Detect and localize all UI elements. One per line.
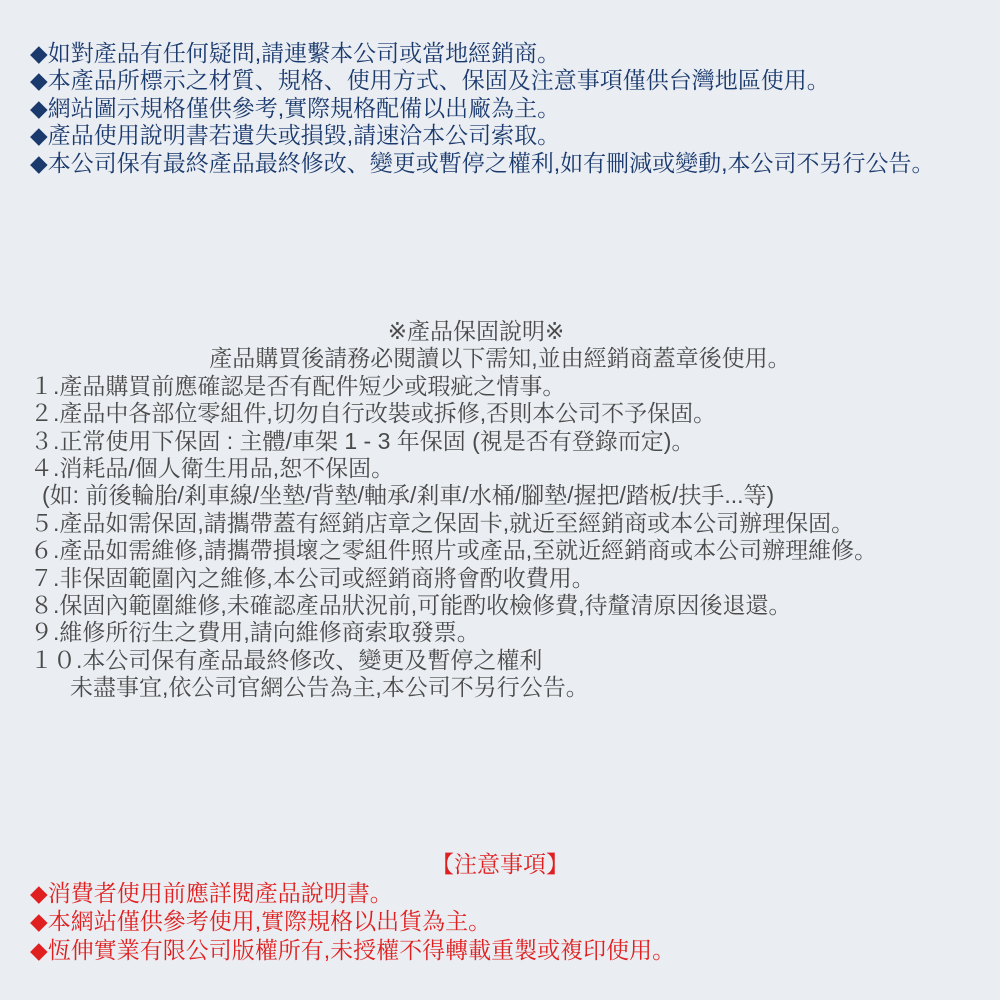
diamond-bullet-icon: ◆ (30, 908, 48, 934)
top-note-line (30, 67, 998, 94)
diamond-bullet-icon: ◆ (30, 149, 48, 176)
notice-title: 【注意事項】 (431, 851, 569, 877)
warranty-item-10: １０.本公司保有產品最終修改、變更及暫停之權利 (30, 646, 543, 673)
warranty-item-2: ２.產品中各部位零組件,切勿自行改裝或拆修,否則本公司不予保固。 (30, 400, 717, 427)
diamond-bullet-icon: ◆ (30, 40, 48, 66)
top-note-text: 網站圖示規格僅供參考,實際規格配備以出廠為主。 (47, 94, 561, 121)
warranty-item-7: ７.非保固範圍內之維修,本公司或經銷商將會酌收費用。 (30, 564, 595, 591)
warranty-item-4: ４.消耗品/個人衛生用品,恕不保固。 (30, 455, 395, 482)
warranty-item-10-continued: 未盡事宜,依公司官網公告為主,本公司不另行公告。 (70, 674, 589, 701)
notice-text: 本網站僅供參考使用,實際規格以出貨為主。 (47, 908, 492, 934)
top-note-line (30, 95, 998, 122)
top-note-line (30, 40, 998, 67)
top-note-line (30, 122, 998, 149)
top-notes-section (30, 40, 998, 177)
warranty-item-3: ３.正常使用下保固 : 主體/車架 1 - 3 年保固 (視是否有登錄而定)。 (30, 427, 695, 454)
top-note-text: 產品使用說明書若遺失或損毀,請速洽本公司索取。 (47, 122, 561, 149)
warranty-title: ※產品保固說明※ (387, 318, 565, 344)
notice-text: 恆伸實業有限公司版權所有,未授權不得轉載重製或複印使用。 (47, 936, 676, 963)
diamond-bullet-icon: ◆ (30, 67, 48, 94)
diamond-bullet-icon: ◆ (30, 936, 48, 963)
warranty-item-1: １.產品購買前應確認是否有配件短少或瑕疵之情事。 (30, 372, 566, 399)
notice-line (0, 936, 1000, 965)
diamond-bullet-icon: ◆ (30, 94, 48, 121)
top-note-text: 本產品所標示之材質、規格、使用方式、保固及注意事項僅供台灣地區使用。 (47, 67, 830, 94)
notice-line (0, 879, 1000, 908)
warranty-item-6: ６.產品如需維修,請攜帶損壞之零組件照片或產品,至就近經銷商或本公司辦理維修。 (30, 537, 878, 564)
top-note-text: 如對產品有任何疑問,請連繫本公司或當地經銷商。 (47, 40, 561, 66)
warranty-item-9: ９.維修所衍生之費用,請向維修商索取發票。 (30, 619, 480, 646)
warranty-item-4-note: (如: 前後輪胎/剎車線/坐墊/背墊/軸承/剎車/水桶/腳墊/握把/踏板/扶手...等) (42, 482, 775, 509)
top-note-line (30, 150, 998, 177)
diamond-bullet-icon: ◆ (30, 879, 48, 906)
warranty-intro: 產品購買後請務必閱讀以下需知,並由經銷商蓋章後使用。 (209, 345, 791, 372)
notice-section (0, 850, 1000, 964)
diamond-bullet-icon: ◆ (30, 122, 48, 149)
top-note-text: 本公司保有最終產品最終修改、變更或暫停之權利,如有刪減或變動,本公司不另行公告。 (47, 149, 935, 176)
notice-line (0, 907, 1000, 936)
notice-text: 消費者使用前應詳閱產品說明書。 (47, 879, 393, 906)
warranty-section (0, 318, 1000, 702)
warranty-item-8: ８.保固內範圍維修,未確認產品狀況前,可能酌收檢修費,待釐清原因後退還。 (30, 592, 792, 619)
warranty-item-5: ５.產品如需保固,請攜帶蓋有經銷店章之保固卡,就近至經銷商或本公司辦理保固。 (30, 509, 855, 536)
